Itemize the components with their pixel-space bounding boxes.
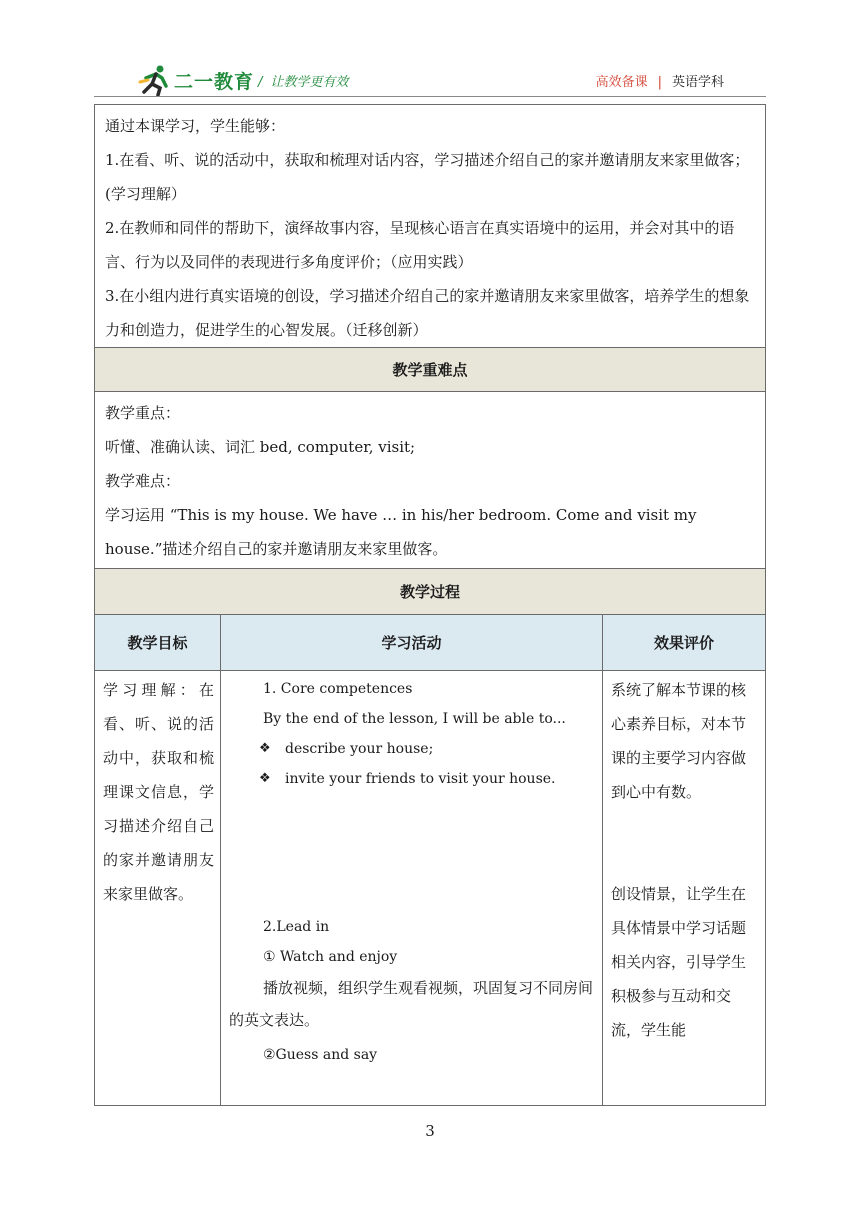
difficult-text: 学习运用 “This is my house. We have … in his/her bedroom. Come and visit my house.”描述介绍自己的家并邀请朋友来家里做客。 [105, 506, 697, 558]
process-header-row [95, 615, 765, 671]
logo [138, 64, 254, 96]
section-process: 教学过程 [95, 569, 765, 615]
watch-desc: 播放视频，组织学生观看视频，巩固复习不同房间的英文表达。 [229, 979, 594, 1029]
page-header [0, 0, 860, 100]
objective-text: 学习理解：在看、听、说的活动中，获取和梳理课文信息，学习描述介绍自己的家并邀请朋友来家里做客。 [103, 681, 214, 903]
goals-section [95, 105, 765, 348]
header-rule [94, 96, 766, 97]
slogan-text: 让教学更有效 [270, 75, 349, 90]
tag-hot: 高效备课 [595, 75, 648, 90]
bullet-item: ❖ describe your house; [221, 734, 602, 764]
running-figure-icon [138, 64, 172, 96]
goal-item-2: 2.在教师和同伴的帮助下，演绎故事内容，呈现核心语言在真实语境中的运用，并会对其中的语言、行为以及同伴的表现进行多角度评价；（应用实践） [105, 219, 735, 271]
focus-text: 听懂、准确认读、词汇 bed, computer, visit; [105, 438, 416, 456]
lead-title: 2.Lead in [263, 919, 330, 935]
section-keypoints: 教学重难点 [95, 348, 765, 392]
bullet-item: ❖ invite your friends to visit your house. [221, 764, 602, 794]
process-body-row [95, 671, 765, 1105]
lesson-table [94, 104, 766, 1106]
header-objective: 教学目标 [127, 634, 188, 652]
core-intro: By the end of the lesson, I will be able to... [263, 711, 566, 727]
keypoints-section [95, 392, 765, 569]
header-evaluation: 效果评价 [653, 634, 714, 652]
goal-item-1: 1.在看、听、说的活动中，获取和梳理对话内容，学习描述介绍自己的家并邀请朋友来家里做客；(学习理解） [105, 151, 750, 203]
goals-intro: 通过本课学习，学生能够： [105, 117, 286, 135]
watch-step: ① Watch and enjoy [263, 949, 398, 965]
page-number: 3 [425, 1122, 435, 1140]
header-tags: 高效备课 | 英语学科 [595, 75, 724, 90]
evaluation-second: 创设情景，让学生在具体情景中学习话题相关内容，引导学生积极参与互动和交流，学生能 [611, 885, 747, 1039]
tag-subject: 英语学科 [671, 75, 724, 90]
evaluation-first: 系统了解本节课的核心素养目标，对本节课的主要学习内容做到心中有数。 [611, 681, 747, 801]
focus-label: 教学重点： [105, 404, 181, 422]
logo-text: 二一教育 [174, 70, 255, 93]
guess-step: ②Guess and say [263, 1047, 378, 1063]
slogan: / 让教学更有效 [258, 75, 349, 90]
goal-item-3: 3.在小组内进行真实语境的创设，学习描述介绍自己的家并邀请朋友来家里做客，培养学生的想象力和创造力，促进学生的心智发展。（迁移创新） [105, 287, 750, 339]
difficult-label: 教学难点： [105, 472, 181, 490]
core-title: 1. Core competences [263, 681, 413, 697]
header-activity: 学习活动 [381, 634, 442, 652]
diamond-bullet-icon: ❖ [259, 771, 271, 786]
diamond-bullet-icon: ❖ [259, 741, 271, 756]
